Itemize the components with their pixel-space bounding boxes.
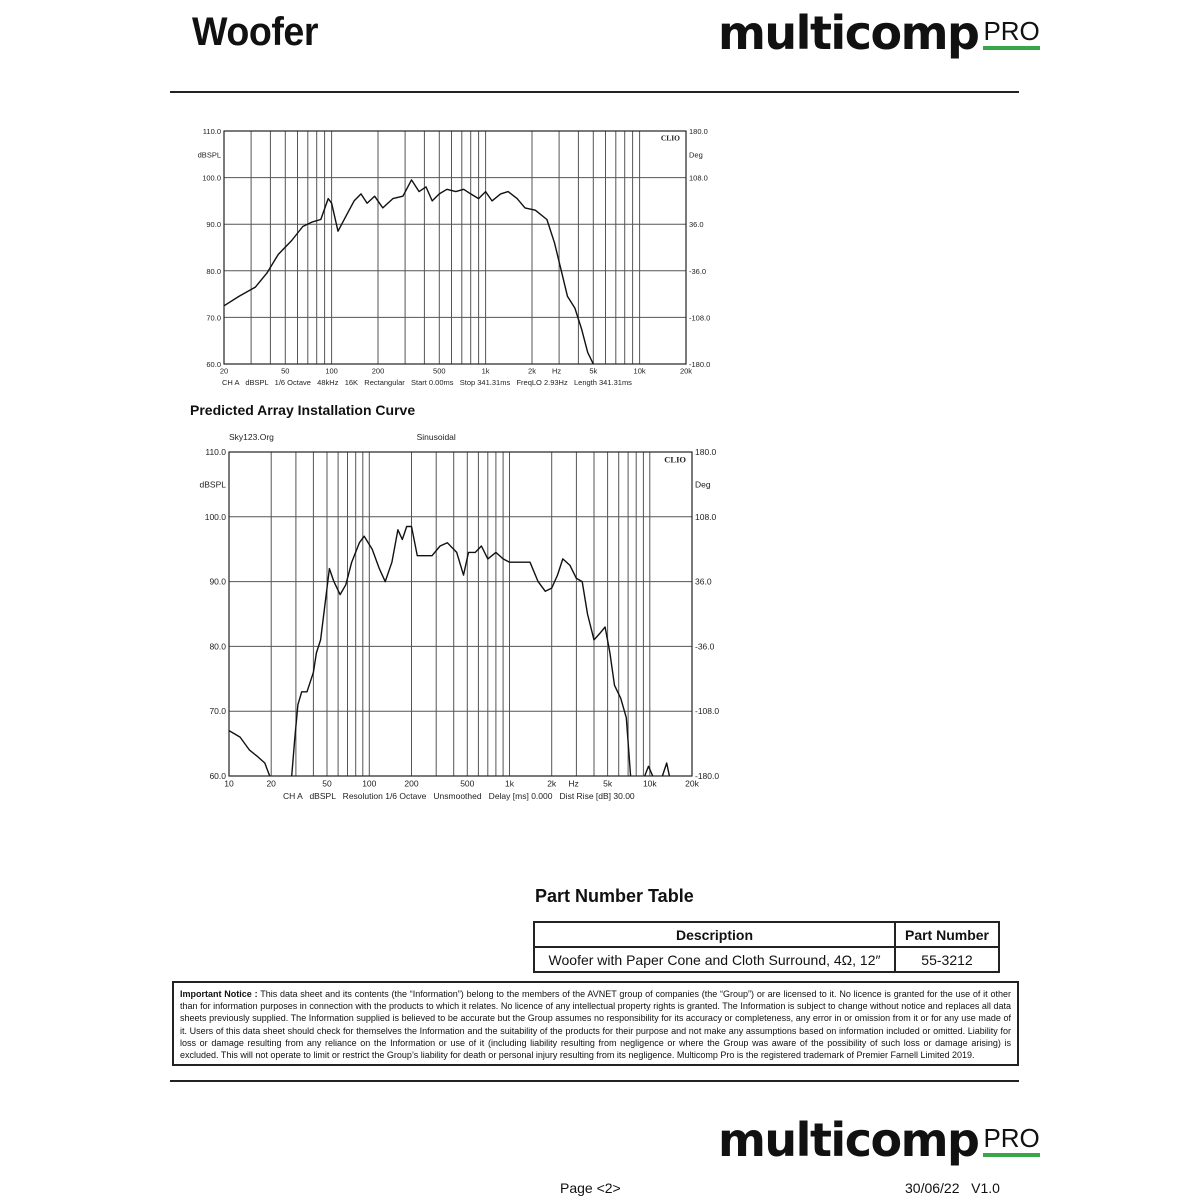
measurement-settings: CH A dBSPL Resolution 1/6 Octave Unsmoothed Delay [ms] 0.000 Dist Rise [dB] 30.00 (283, 791, 635, 801)
spl-series-line (645, 766, 653, 776)
x-tick-label: 5k (603, 778, 613, 789)
spl-series-line (229, 731, 270, 776)
part-number-cell: 55-3212 (895, 947, 999, 972)
part-number-table (533, 921, 1000, 973)
notice-label: Important Notice : (180, 989, 258, 999)
spl-series-line (662, 763, 669, 776)
page-number: Page <2> (560, 1180, 621, 1196)
logo-pro-tag: PRO (983, 18, 1039, 50)
x-tick-label: 100 (362, 778, 377, 789)
y-axis-label-right: Deg (695, 479, 711, 490)
y-tick-label-right: -36.0 (695, 641, 715, 652)
x-tick-label: 500 (460, 778, 475, 789)
y-tick-label-right: 108.0 (689, 173, 708, 183)
x-tick-label: 1k (481, 366, 490, 376)
measurement-settings: CH A dBSPL 1/6 Octave 48kHz 16K Rectangular Start 0.00ms Stop 341.31ms FreqLO 2.93Hz Length 341.31ms (222, 378, 632, 387)
important-notice (172, 981, 1019, 1066)
x-tick-label: 10k (642, 778, 657, 789)
y-tick-label-right: 36.0 (689, 220, 704, 230)
x-tick-label: 5k (589, 366, 598, 376)
array-curve-title: Predicted Array Installation Curve (190, 402, 416, 418)
y-tick-label-right: 36.0 (695, 576, 712, 587)
y-tick-label-left: 90.0 (206, 220, 221, 230)
x-axis-unit-label: Hz (552, 366, 562, 376)
y-tick-label-left: 100.0 (204, 511, 226, 522)
y-tick-label-right: -180.0 (695, 771, 720, 781)
x-tick-label: 20 (266, 778, 276, 789)
logo-wordmark: multicomp (718, 6, 979, 60)
y-tick-label-left: 60.0 (209, 771, 226, 781)
x-tick-label: 1k (505, 778, 514, 789)
source-label: Sky123.Org (229, 432, 274, 442)
footer-divider (170, 1080, 1019, 1082)
y-tick-label-left: 110.0 (205, 447, 226, 457)
y-tick-label-right: -36.0 (689, 266, 707, 276)
page-title: Woofer (192, 10, 318, 54)
x-tick-label: 10k (633, 366, 646, 376)
y-tick-label-right: -108.0 (695, 706, 720, 717)
clio-watermark: CLIO (664, 454, 686, 465)
clio-watermark: CLIO (660, 133, 680, 143)
x-tick-label: 100 (325, 366, 338, 376)
y-tick-label-left: 100.0 (202, 173, 221, 183)
x-tick-label: 200 (371, 366, 385, 376)
x-tick-label: 50 (322, 778, 332, 789)
x-tick-label: 2k (528, 366, 536, 376)
part-table-title: Part Number Table (535, 886, 694, 906)
x-tick-label: 20k (685, 778, 699, 789)
logo-pro-tag: PRO (983, 1125, 1039, 1157)
y-tick-label-left: 70.0 (206, 313, 221, 323)
spl-series-line (292, 527, 631, 777)
x-tick-label: 2k (547, 778, 557, 789)
signal-label: Sinusoidal (416, 432, 456, 442)
multicomp-pro-logo-footer (718, 1113, 1040, 1167)
x-axis-unit-label: Hz (568, 778, 579, 789)
x-tick-label: 20k (679, 366, 693, 376)
y-tick-label-left: 60.0 (206, 360, 221, 369)
table-header-row (534, 922, 999, 947)
y-tick-label-left: 110.0 (202, 127, 221, 136)
y-axis-label-left: dBSPL (197, 150, 221, 160)
y-tick-label-right: -108.0 (689, 313, 711, 323)
y-tick-label-right: 180.0 (689, 127, 708, 136)
y-tick-label-left: 80.0 (209, 641, 226, 652)
y-tick-label-right: 108.0 (695, 511, 717, 522)
x-tick-label: 500 (433, 366, 446, 376)
y-axis-label-left: dBSPL (199, 479, 226, 490)
table-row (534, 947, 999, 972)
y-tick-label-left: 70.0 (209, 706, 226, 717)
y-tick-label-right: 180.0 (695, 447, 717, 457)
date-version: 30/06/22 V1.0 (905, 1180, 1000, 1196)
column-header-part-number: Part Number (895, 922, 999, 947)
x-tick-label: 200 (404, 778, 419, 789)
y-tick-label-left: 90.0 (209, 576, 226, 587)
x-tick-label: 10 (224, 778, 234, 789)
plot-frame (229, 452, 692, 776)
y-tick-label-right: -180.0 (689, 360, 711, 369)
part-description-cell: Woofer with Paper Cone and Cloth Surround, 4Ω, 12″ (534, 947, 895, 972)
x-tick-label: 20 (219, 366, 229, 376)
y-tick-label-left: 80.0 (206, 266, 221, 276)
column-header-description: Description (534, 922, 895, 947)
logo-wordmark: multicomp (718, 1113, 979, 1167)
y-axis-label-right: Deg (689, 150, 703, 160)
x-tick-label: 50 (281, 366, 290, 376)
notice-text: This data sheet and its contents (the “Information”) belong to the members of the AVNET group of companies (the “Group”) or are licensed to it. No licence is granted for the use of it other than for information purposes in connection with the products to which it relates. No licence of any intellectual property rights is granted. The Information is subject to change without notice and replaces all data sheets previously supplied. The Information supplied is believed to be accurate but the Group assumes no responsibility for its accuracy or completeness, any error in or omission from it or for any use made of it. Users of this data sheet should check for themselves the Information and the suitability of the products for their purpose and not make any assumptions based on information included or omitted. Liability for loss or damage resulting from any reliance on the Information or use of it (including liability resulting from negligence or where the Group was aware of the possibility of such loss or damage arising) is excluded. This will not operate to limit or restrict the Group’s liability for death or personal injury resulting from its negligence. Multicomp Pro is the registered trademark of Premier Farnell Limited 2019. (180, 989, 1011, 1061)
